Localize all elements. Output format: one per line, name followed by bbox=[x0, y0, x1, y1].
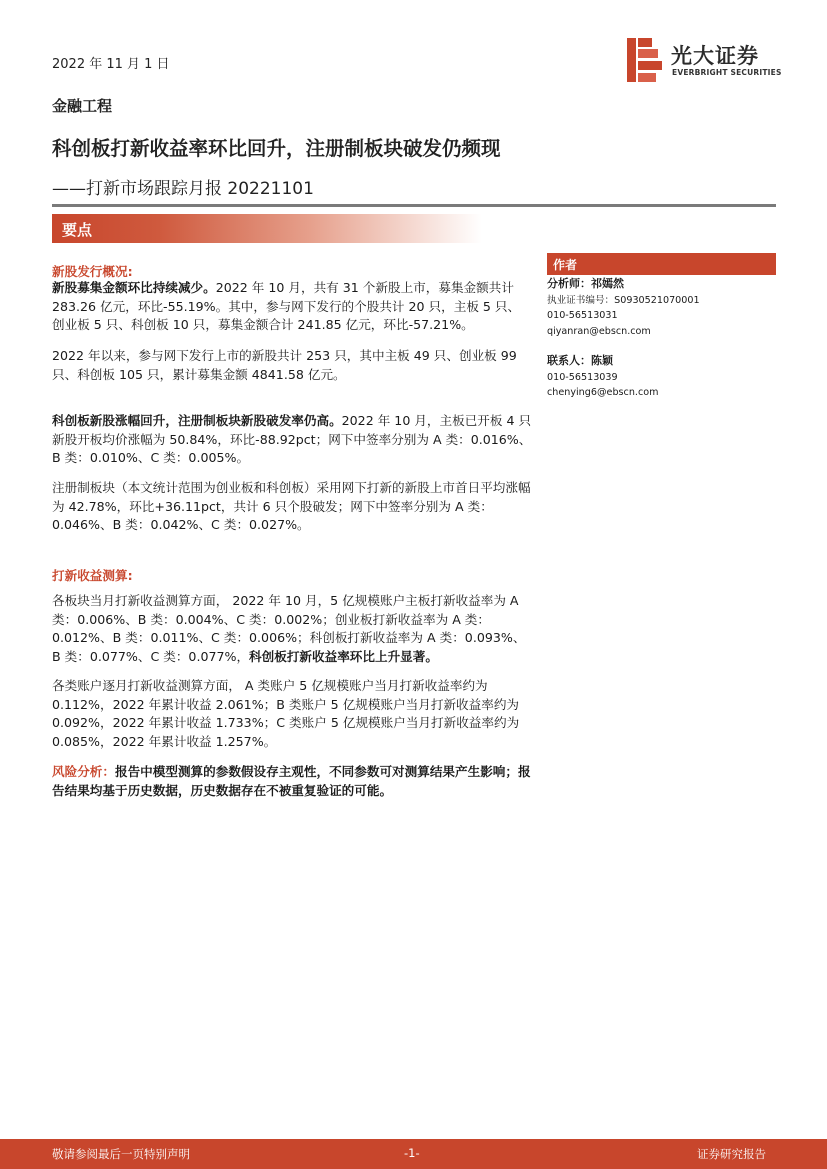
authors-header-label: 作者 bbox=[553, 258, 578, 272]
section-title-issuance: 新股发行概况: bbox=[52, 264, 133, 279]
analyst-block bbox=[547, 276, 700, 339]
contact-block bbox=[547, 353, 658, 401]
issuance-lead: 新股募集金额环比持续减少。 bbox=[52, 280, 216, 295]
logo-chinese-name: 光大证券 bbox=[671, 44, 759, 68]
issuance-paragraph-2: 2022 年以来，参与网下发行上市的新股共计 253 只，其中主板 49 只、创业板 99 只、科创板 105 只，累计募集金额 4841.58 亿元。 bbox=[52, 348, 517, 382]
report-category: 金融工程 bbox=[52, 97, 113, 115]
returns-paragraph-2: 各类账户逐月打新收益测算方面， A 类账户 5 亿规模账户当月打新收益率约为 0.112%，2022 年累计收益 2.061%；B 类账户 5 亿规模账户当月打新收益率约为 0.092%，2022 年累计收益 1.733%；C 类账户 5 亿规模账户当月打新收益率约为 0.085%，2022 年累计收益 1.257%。 bbox=[52, 678, 520, 749]
contact-email[interactable]: chenying6@ebscn.com bbox=[547, 387, 659, 398]
everbright-logo-icon bbox=[627, 38, 667, 82]
analyst-name: 分析师：祁嫣然 bbox=[547, 277, 624, 290]
analyst-phone: 010-56513031 bbox=[547, 310, 618, 321]
key-points-banner bbox=[52, 214, 482, 243]
returns-paragraph-1 bbox=[52, 592, 532, 666]
section-title-returns: 打新收益测算: bbox=[52, 568, 133, 583]
report-title: 科创板打新收益率环比回升，注册制板块破发仍频现 bbox=[52, 137, 501, 160]
analyst-email[interactable]: qiyanran@ebscn.com bbox=[547, 325, 651, 337]
contact-phone: 010-56513039 bbox=[547, 371, 618, 383]
page-number: -1- bbox=[404, 1146, 420, 1160]
risk-paragraph bbox=[52, 763, 532, 800]
performance-lead: 科创板新股涨幅回升，注册制板块新股破发率仍高。 bbox=[52, 413, 342, 428]
report-subtitle: ——打新市场跟踪月报 20221101 bbox=[52, 179, 314, 199]
authors-header bbox=[547, 253, 776, 275]
issuance-body: 2022 年 10 月，共有 31 个新股上市，募集金额共计 283.26 亿元，环比-55.19%。其中，参与网下发行的个股共计 20 只，主板 5 只、创业板 5 只、科创板 10 只，募集金额合计 241.85 亿元，环比-57.21%。 bbox=[52, 280, 521, 332]
logo-english-name: EVERBRIGHT SECURITIES bbox=[672, 68, 782, 77]
performance-paragraph-1 bbox=[52, 412, 532, 468]
title-divider bbox=[52, 204, 776, 207]
key-points-label: 要点 bbox=[62, 221, 93, 239]
analyst-license: 执业证书编号：S0930521070001 bbox=[547, 294, 700, 306]
brand-logo bbox=[627, 38, 782, 82]
risk-text: 报告中模型测算的参数假设存主观性，不同参数可对测算结果产生影响；报告结果均基于历史数据，历史数据存在不被重复验证的可能。 bbox=[52, 764, 531, 798]
report-date: 2022 年 11 月 1 日 bbox=[52, 57, 170, 72]
returns-body: 各板块当月打新收益测算方面， 2022 年 10 月，5 亿规模账户主板打新收益率为 A 类：0.006%、B 类：0.004%、C 类：0.002%；创业板打新收益率为 A 类：0.012%、B 类：0.011%、C 类：0.006%；科创板打新收益率为 A 类：0.093%、B 类：0.077%、C 类：0.077%， bbox=[52, 593, 526, 664]
footer-disclaimer: 敬请参阅最后一页特别声明 bbox=[52, 1147, 190, 1161]
footer-report-type: 证券研究报告 bbox=[697, 1147, 766, 1161]
performance-body: 2022 年 10 月，主板已开板 4 只新股开板均价涨幅为 50.84%，环比-88.92pct；网下中签率分别为 A 类：0.016%、B 类：0.010%、C 类：0.005%。 bbox=[52, 413, 532, 465]
page-footer bbox=[0, 1139, 827, 1169]
performance-paragraph-2: 注册制板块（本文统计范围为创业板和科创板）采用网下打新的新股上市首日平均涨幅为 42.78%，环比+36.11pct，共计 6 只个股破发；网下中签率分别为 A 类：0.046%、B 类：0.042%、C 类：0.027%。 bbox=[52, 480, 531, 532]
contact-name: 联系人：陈颖 bbox=[547, 354, 613, 367]
issuance-paragraph-1 bbox=[52, 279, 532, 335]
risk-label: 风险分析： bbox=[52, 764, 115, 779]
returns-conclusion: 科创板打新收益率环比上升显著。 bbox=[249, 648, 438, 664]
